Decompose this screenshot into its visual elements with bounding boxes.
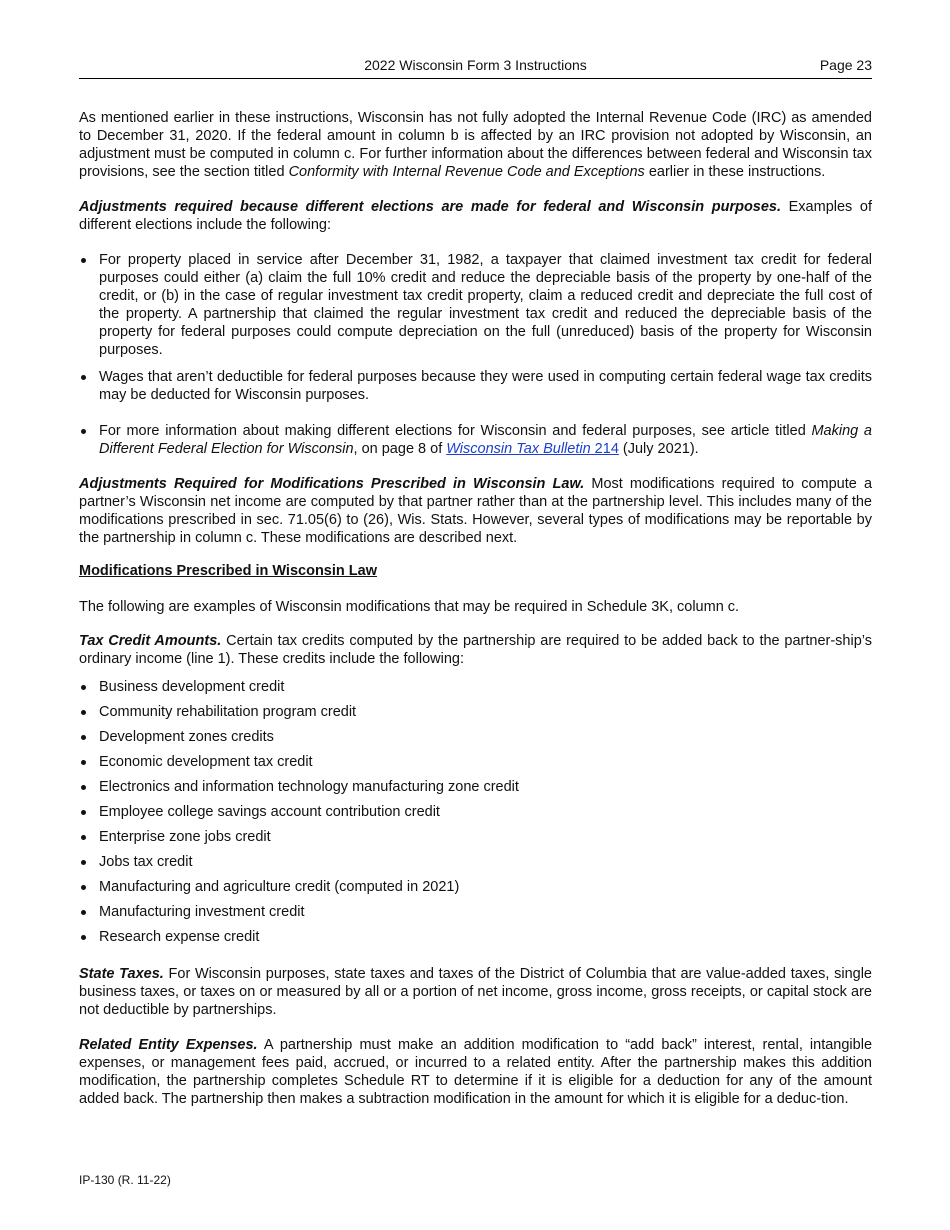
list-item: Development zones credits <box>79 728 872 746</box>
modifications-lead: Adjustments Required for Modifications Prescribed in Wisconsin Law. <box>79 476 585 492</box>
article-title: Making a Different Federal Election for Wisconsin <box>99 423 872 457</box>
tax-bulletin-link-number[interactable]: 214 <box>590 441 619 457</box>
list-item-text: For more information about making different elections for Wisconsin and federal purposes, see article titled <box>99 423 812 439</box>
list-item: Employee college savings account contribution credit <box>79 803 872 821</box>
tax-bulletin-link-title[interactable]: Wisconsin Tax Bulletin <box>446 441 591 457</box>
examples-intro: The following are examples of Wisconsin modifications that may be required in Schedule 3K, column c. <box>79 599 740 615</box>
intro-text: As mentioned earlier in these instructions, Wisconsin has not fully adopted the Internal Revenue Code (IRC) as amended to December 31, 2020. If the federal amount in column b is affected by an IRC provision not adopted by Wisconsin, an adjustment must be computed in column c. For further information about the differences between federal and Wisconsin tax provisions, see the section titled <box>79 110 872 180</box>
list-item: Jobs tax credit <box>79 853 872 871</box>
tax-credit-paragraph <box>79 632 872 668</box>
state-taxes-text: For Wisconsin purposes, state taxes and taxes of the District of Columbia that are value-added taxes, single business taxes, or taxes on or measured by all or a portion of net income, gross income, gross receipts, or capital stock are not deductible by partnerships. <box>79 966 872 1018</box>
list-item <box>79 422 872 458</box>
related-entity-paragraph <box>79 1036 872 1108</box>
list-item-text: For property placed in service after December 31, 1982, a taxpayer that claimed investment tax credit for federal purposes could either (a) claim the full 10% credit and reduce the depreciable basis of the property by one-half of the credit, or (b) in the case of regular investment tax credit property, claim a reduced credit and depreciate the full cost of the property. A partnership that claimed the regular investment tax credit and reduced the depreciable basis of the property for federal purposes could compute depreciation on the full (unreduced) basis of the property for Wisconsin purposes. <box>99 252 872 358</box>
list-item: Community rehabilitation program credit <box>79 703 872 721</box>
elections-lead: Adjustments required because different elections are made for federal and Wisconsin purposes. <box>79 199 782 215</box>
list-item: Enterprise zone jobs credit <box>79 828 872 846</box>
list-item: Electronics and information technology manufacturing zone credit <box>79 778 872 796</box>
intro-paragraph <box>79 109 872 181</box>
elections-text: Examples of different elections include the following: <box>79 199 872 233</box>
tax-credit-text: Certain tax credits computed by the partnership are required to be added back to the partner-ship’s ordinary income (line 1). These credits include the following: <box>79 633 872 667</box>
related-entity-text: A partnership must make an addition modification to “add back” interest, rental, intangible expenses, or management fees paid, accrued, or incurred to a related entity. After the partnership makes this addition modification, the partnership completes Schedule RT to determine if it is eligible for a deduction for any of the amount added back. The partnership then makes a subtraction modification in the amount for which it is eligible for a deduc-tion. <box>79 1037 873 1107</box>
form-footer: IP-130 (R. 11-22) <box>79 1173 171 1187</box>
intro-text-end: earlier in these instructions. <box>644 164 826 180</box>
section-heading: Modifications Prescribed in Wisconsin Law <box>79 563 377 579</box>
tax-bulletin-link[interactable] <box>446 441 619 457</box>
state-taxes-lead: State Taxes. <box>79 966 164 982</box>
list-item: Manufacturing and agriculture credit (computed in 2021) <box>79 878 872 896</box>
list-item <box>79 368 872 404</box>
modifications-text: Most modifications required to compute a partner’s Wisconsin net income are computed by that partner rather than at the partnership level. This includes many of the modifications prescribed in sec. 71.05(6) to (26), Wis. Stats. However, several types of modifications may be reportable by the partnership in column c. These modifications are described next. <box>79 476 873 546</box>
list-item <box>79 251 872 359</box>
page-number: Page 23 <box>819 57 872 73</box>
list-item-text: Wages that aren’t deductible for federal purposes because they were used in computing certain federal wage tax credits may be deducted for Wisconsin purposes. <box>99 369 872 403</box>
modifications-paragraph <box>79 475 872 547</box>
elections-paragraph <box>79 198 872 234</box>
related-entity-lead: Related Entity Expenses. <box>79 1037 258 1053</box>
page-content <box>79 109 872 1108</box>
list-item: Research expense credit <box>79 928 872 946</box>
state-taxes-paragraph <box>79 965 872 1019</box>
list-item-text: (July 2021). <box>618 441 699 457</box>
list-item: Manufacturing investment credit <box>79 903 872 921</box>
tax-credit-list <box>79 678 872 946</box>
elections-list <box>79 251 872 458</box>
tax-credit-lead: Tax Credit Amounts. <box>79 633 222 649</box>
intro-italic-title: Conformity with Internal Revenue Code and Exceptions <box>288 164 645 180</box>
page-header <box>79 54 872 79</box>
list-item: Business development credit <box>79 678 872 696</box>
list-item: Economic development tax credit <box>79 753 872 771</box>
list-item-text: , on page 8 of <box>353 441 447 457</box>
document-title: 2022 Wisconsin Form 3 Instructions <box>364 57 587 73</box>
